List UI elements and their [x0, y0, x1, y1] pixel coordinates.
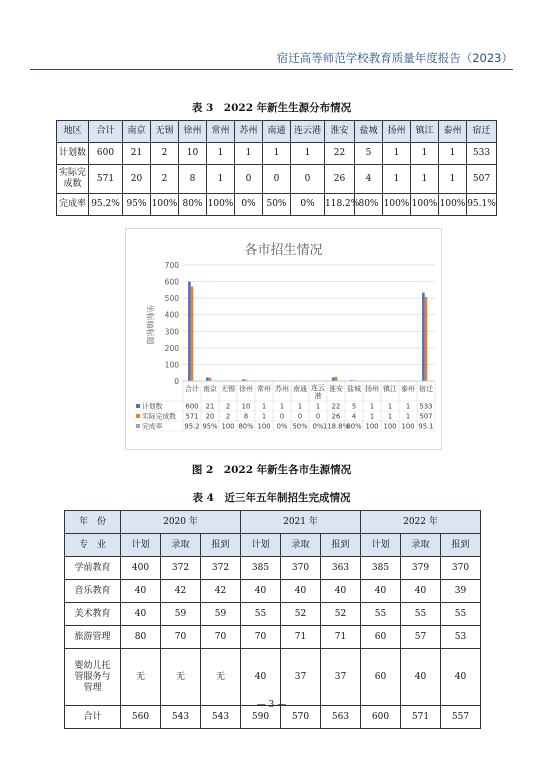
chart-data-label: 1	[387, 402, 393, 411]
table-row	[65, 649, 481, 706]
table-cell: 570	[281, 706, 321, 729]
chart-legend-label: 实际完成数	[142, 412, 176, 421]
chart-bar	[206, 378, 209, 381]
subheader-cell: 计划	[241, 534, 281, 557]
table-cell: 590	[241, 706, 281, 729]
table-cell: 1	[411, 165, 439, 194]
table-cell: 70	[241, 626, 281, 649]
table-header-cell: 常州	[207, 121, 235, 143]
table-cell: 100%	[411, 194, 439, 216]
table-header-cell: 南京	[123, 121, 151, 143]
table-row	[65, 603, 481, 626]
chart-data-label: 0	[315, 412, 321, 421]
table-cell: 80%	[179, 194, 207, 216]
table3-caption: 表 3 2022 年新生生源分布情况	[191, 102, 352, 114]
year-header-cell: 2020 年	[121, 511, 241, 534]
table-cell: 59	[201, 603, 241, 626]
table-cell: 1	[383, 165, 411, 194]
table3-enrollment-by-region	[56, 120, 497, 216]
subheader-cell: 计划	[121, 534, 161, 557]
chart-data-label: 26	[331, 412, 341, 421]
table-cell: 37	[321, 649, 361, 706]
table-cell: 57	[401, 626, 441, 649]
table-row	[65, 557, 481, 580]
subheader-cell: 报到	[321, 534, 361, 557]
table-cell: 39	[441, 580, 481, 603]
table-cell: 52	[321, 603, 361, 626]
table-cell: 20	[123, 165, 151, 194]
chart-bar	[335, 377, 338, 381]
table-cell: 55	[361, 603, 401, 626]
row-label-cell: 婴幼儿托管服务与管理	[65, 649, 121, 706]
chart-data-label: 100	[365, 422, 379, 431]
table-header-cell: 淮安	[325, 121, 355, 143]
chart-data-label: 8	[243, 412, 249, 421]
chart-data-label: 50%	[292, 422, 308, 431]
table-cell: 59	[161, 603, 201, 626]
row-label-cell: 学前教育	[65, 557, 121, 580]
header-rule	[30, 69, 513, 70]
table-cell: 363	[321, 557, 361, 580]
chart-data-label: 1	[405, 402, 411, 411]
table-cell: 42	[201, 580, 241, 603]
table-cell: 1	[411, 143, 439, 165]
table-cell: 55	[401, 603, 441, 626]
subheader-cell: 报到	[441, 534, 481, 557]
table-cell: 70	[201, 626, 241, 649]
table-cell: 22	[325, 143, 355, 165]
table-cell: 1	[439, 143, 467, 165]
chart-data-label: 571	[185, 412, 199, 421]
table-header-cell: 盐城	[355, 121, 383, 143]
chart-data-label: 1	[405, 412, 411, 421]
table-cell: 21	[123, 143, 151, 165]
row-label-cell: 旅游管理	[65, 626, 121, 649]
chart-y-axis-label: 坐标轴标题	[145, 304, 155, 345]
table-cell: 370	[281, 557, 321, 580]
row-label-cell: 实际完成数	[57, 165, 89, 194]
chart-data-label: 1	[261, 402, 267, 411]
table-cell: 60	[361, 626, 401, 649]
row-label-cell: 合计	[65, 706, 121, 729]
chart-data-label: 5	[351, 402, 357, 411]
chart-category-label: 南京	[203, 385, 217, 393]
chart-legend-label: 计划数	[142, 402, 163, 411]
chart-category-label: 合计	[185, 385, 199, 393]
table-cell: 0%	[235, 194, 263, 216]
row-label-cell: 完成率	[57, 194, 89, 216]
table-cell: 50%	[263, 194, 291, 216]
subheader-cell: 报到	[201, 534, 241, 557]
table-cell: 40	[361, 580, 401, 603]
year-header-cell: 2022 年	[361, 511, 481, 534]
chart-data-label: 1	[261, 412, 267, 421]
table-cell: 无	[201, 649, 241, 706]
table-cell: 571	[401, 706, 441, 729]
table-cell: 52	[281, 603, 321, 626]
table-row	[57, 194, 497, 216]
table-header-cell: 镇江	[411, 121, 439, 143]
table-cell: 80	[121, 626, 161, 649]
chart-category-label-cont: 港	[314, 392, 322, 400]
table-header-cell: 泰州	[439, 121, 467, 143]
table-header-cell: 连云港	[291, 121, 325, 143]
table-cell: 379	[401, 557, 441, 580]
chart-data-label: 20	[205, 412, 215, 421]
table-header-cell: 合计	[89, 121, 123, 143]
chart-category-label: 徐州	[239, 385, 253, 393]
year-header-label: 年 份	[65, 511, 121, 534]
table-cell: 100%	[151, 194, 179, 216]
table-cell: 71	[281, 626, 321, 649]
table-cell: 2	[151, 165, 179, 194]
table-cell: 370	[441, 557, 481, 580]
table-cell: 5	[355, 143, 383, 165]
table-cell: 507	[467, 165, 497, 194]
subheader-cell: 录取	[401, 534, 441, 557]
table-cell: 600	[89, 143, 123, 165]
table-cell: 40	[121, 580, 161, 603]
chart-data-label: 0	[297, 412, 303, 421]
table-cell: 1	[263, 143, 291, 165]
subheader-cell: 录取	[161, 534, 201, 557]
chart-y-tick-label: 700	[164, 261, 179, 270]
table-cell: 4	[355, 165, 383, 194]
chart-bar	[188, 282, 191, 381]
chart-bar	[332, 377, 335, 381]
chart-data-label: 1	[279, 402, 285, 411]
chart-data-label: 533	[419, 402, 433, 411]
table-row	[57, 165, 497, 194]
chart-bar	[191, 286, 194, 381]
table-row	[57, 143, 497, 165]
chart-data-label: 80%	[238, 422, 254, 431]
chart-category-label: 淮安	[329, 385, 343, 393]
chart-data-label: 21	[205, 402, 215, 411]
chart-region-enrollment	[125, 228, 442, 450]
table-cell: 40	[441, 649, 481, 706]
table-cell: 560	[121, 706, 161, 729]
table-cell: 1	[439, 165, 467, 194]
table-cell: 8	[179, 165, 207, 194]
table-cell: 1	[207, 165, 235, 194]
chart-data-label: 0%	[276, 422, 288, 431]
chart-category-label: 宿迁	[419, 385, 433, 393]
table-cell: 0	[291, 165, 325, 194]
table-cell: 372	[161, 557, 201, 580]
table-cell: 70	[161, 626, 201, 649]
chart-legend-label: 完成率	[142, 422, 163, 431]
page-number: — 3 —	[256, 700, 287, 710]
table-cell: 0	[235, 165, 263, 194]
table-cell: 40	[121, 603, 161, 626]
table-cell: 100%	[207, 194, 235, 216]
chart-data-label: 4	[351, 412, 357, 421]
chart-bar	[209, 378, 212, 381]
chart-data-label: 95.2	[184, 422, 200, 431]
table-cell: 1	[207, 143, 235, 165]
table-cell: 600	[361, 706, 401, 729]
table-cell: 71	[321, 626, 361, 649]
chart-data-label: 1	[315, 402, 321, 411]
table-cell: 0%	[291, 194, 325, 216]
chart-y-tick-label: 400	[164, 310, 179, 320]
chart-category-label: 盐城	[347, 385, 361, 393]
chart-data-label: 1	[297, 402, 303, 411]
chart-data-label: 1	[369, 412, 375, 421]
table-cell: 55	[441, 603, 481, 626]
table-header-cell: 地区	[57, 121, 89, 143]
chart-data-label: 10	[241, 402, 251, 411]
table-cell: 100%	[439, 194, 467, 216]
page-header-title: 宿迁高等师范学校教育质量年度报告（2023）	[276, 51, 513, 65]
chart-canvas	[126, 229, 441, 449]
table-cell: 40	[401, 580, 441, 603]
chart-legend-swatch	[136, 424, 140, 428]
subheader-cell: 计划	[361, 534, 401, 557]
table-row	[65, 580, 481, 603]
row-label-cell: 美术教育	[65, 603, 121, 626]
chart-data-label: 1	[369, 402, 375, 411]
table-cell: 571	[89, 165, 123, 194]
chart-data-label: 22	[331, 402, 341, 411]
table-cell: 80%	[355, 194, 383, 216]
chart-y-tick-label: 0	[174, 377, 179, 386]
table-header-cell: 扬州	[383, 121, 411, 143]
chart-data-label: 100	[221, 422, 235, 431]
chart-data-label: 100	[257, 422, 271, 431]
table-cell: 95.2%	[89, 194, 123, 216]
table-cell: 100%	[383, 194, 411, 216]
table-header-cell: 宿迁	[467, 121, 497, 143]
chart-data-label: 100	[401, 422, 415, 431]
chart-y-tick-label: 300	[164, 327, 179, 337]
table-cell: 55	[241, 603, 281, 626]
chart-data-label: 0%	[312, 422, 324, 431]
table-cell: 40	[241, 649, 281, 706]
chart-category-label: 南通	[293, 385, 307, 393]
table-cell: 118.2%	[325, 194, 355, 216]
table-cell: 无	[121, 649, 161, 706]
chart-y-tick-label: 100	[164, 360, 179, 370]
chart-data-label: 100	[383, 422, 397, 431]
table-cell: 42	[161, 580, 201, 603]
chart-y-tick-label: 500	[164, 294, 179, 304]
table-cell: 1	[235, 143, 263, 165]
table-cell: 95%	[123, 194, 151, 216]
chart-data-label: 95.1	[418, 422, 434, 431]
chart-data-label: 1	[387, 412, 393, 421]
table-cell: 563	[321, 706, 361, 729]
table-cell: 37	[281, 649, 321, 706]
table-cell: 53	[441, 626, 481, 649]
year-header-cell: 2021 年	[241, 511, 361, 534]
chart-category-label: 扬州	[365, 385, 379, 393]
table-header-cell: 苏州	[235, 121, 263, 143]
table-cell: 40	[241, 580, 281, 603]
table-cell: 95.1%	[467, 194, 497, 216]
table-cell: 40	[281, 580, 321, 603]
table-header-cell: 南通	[263, 121, 291, 143]
chart-data-label: 0	[279, 412, 285, 421]
table-cell: 533	[467, 143, 497, 165]
table-cell: 372	[201, 557, 241, 580]
table4-caption: 表 4 近三年五年制招生完成情况	[192, 492, 351, 504]
chart-bar	[422, 293, 425, 381]
chart-y-tick-label: 600	[164, 277, 179, 287]
table-cell: 40	[321, 580, 361, 603]
table-cell: 0	[263, 165, 291, 194]
table-header-cell: 无锡	[151, 121, 179, 143]
major-header-label: 专 业	[65, 534, 121, 557]
table-cell: 543	[161, 706, 201, 729]
chart-category-label: 无锡	[221, 385, 235, 393]
chart-category-label: 泰州	[401, 385, 415, 393]
table-row	[65, 626, 481, 649]
chart-data-label: 118.8%	[323, 422, 349, 431]
table-cell: 26	[325, 165, 355, 194]
table-header-cell: 徐州	[179, 121, 207, 143]
figure2-caption: 图 2 2022 年新生各市生源情况	[191, 464, 352, 476]
chart-category-label: 苏州	[275, 385, 289, 393]
chart-data-label: 600	[185, 402, 199, 411]
table-cell: 385	[361, 557, 401, 580]
chart-data-label: 2	[225, 412, 231, 421]
table4-five-year-enrollment	[64, 510, 481, 729]
table-cell: 400	[121, 557, 161, 580]
chart-data-label: 2	[225, 402, 231, 411]
table-cell: 543	[201, 706, 241, 729]
table-cell: 1	[291, 143, 325, 165]
table-cell: 60	[361, 649, 401, 706]
table-cell: 10	[179, 143, 207, 165]
chart-y-tick-label: 200	[164, 343, 179, 353]
chart-data-label: 95%	[202, 422, 218, 431]
chart-bar	[425, 297, 428, 381]
chart-legend-swatch	[136, 414, 140, 418]
row-label-cell: 计划数	[57, 143, 89, 165]
row-label-cell: 音乐教育	[65, 580, 121, 603]
table-cell: 无	[161, 649, 201, 706]
chart-data-label: 80%	[346, 422, 362, 431]
chart-title: 各市招生情况	[244, 243, 323, 258]
chart-legend-swatch	[136, 404, 140, 408]
subheader-cell: 录取	[281, 534, 321, 557]
table-cell: 557	[441, 706, 481, 729]
table-cell: 40	[401, 649, 441, 706]
table-cell: 385	[241, 557, 281, 580]
chart-category-label: 连云	[311, 384, 325, 392]
chart-data-label: 507	[419, 412, 433, 421]
chart-category-label: 常州	[257, 385, 271, 393]
table-cell: 2	[151, 143, 179, 165]
table-cell: 1	[383, 143, 411, 165]
chart-category-label: 镇江	[383, 385, 397, 393]
